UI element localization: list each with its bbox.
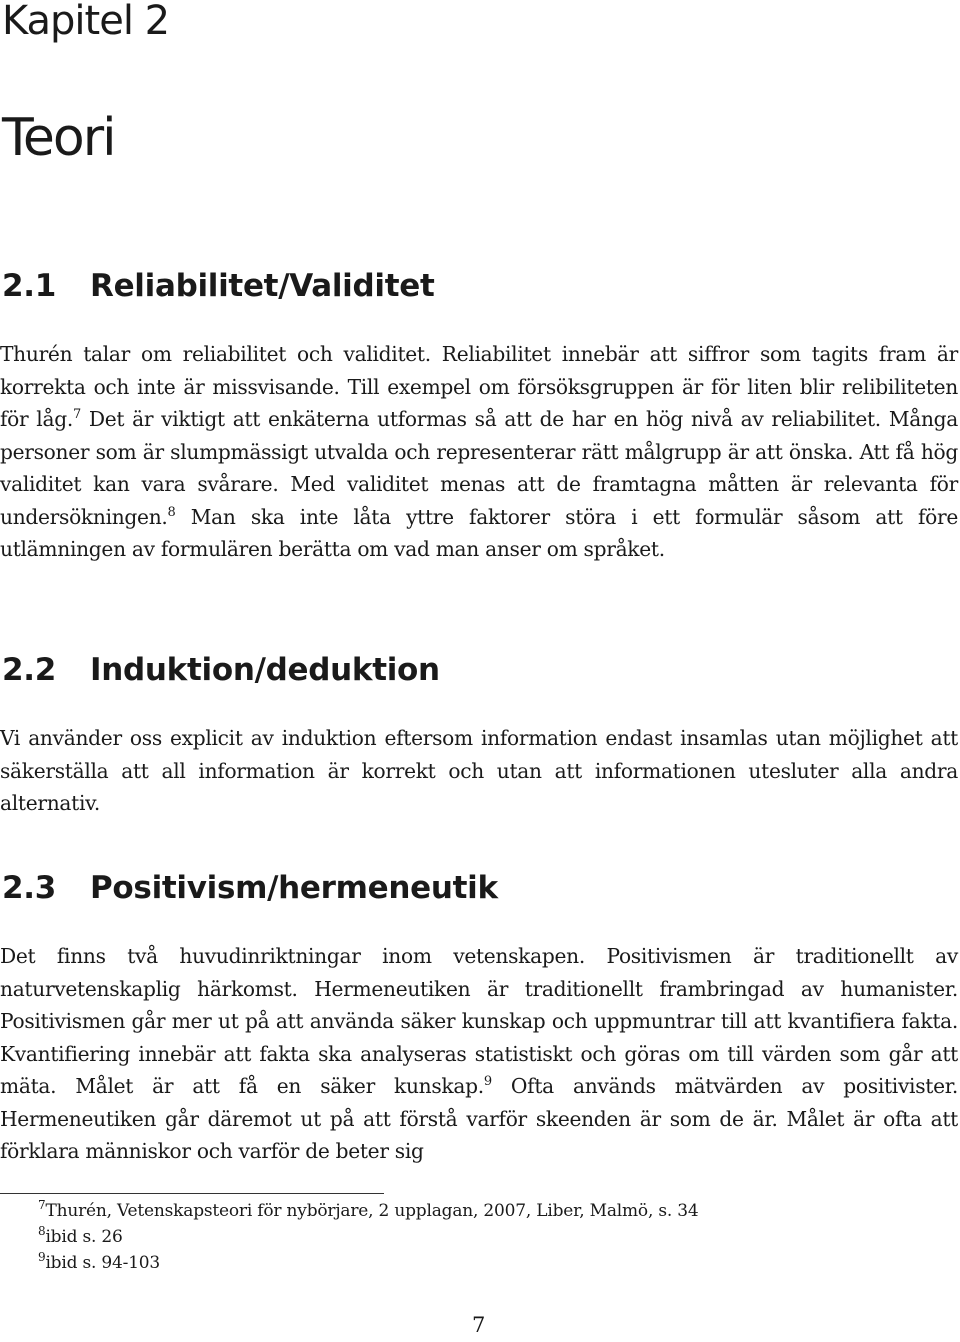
footnote-reference: 8 [167, 504, 176, 520]
section-paragraph-reliabilitet [0, 338, 958, 566]
section-paragraph-induktion [0, 722, 958, 820]
section-title: Reliabilitet/Validitet [90, 268, 435, 304]
paragraph-text: Vi använder oss explicit av induktion eftersom information endast insamlas utan möjlighet att säkerställa att all information är korrekt och utan att informationen utesluter alla andra alternativ. [0, 726, 958, 815]
paragraph-text: Ofta används mätvärden av positivister. Hermeneutiken går däremot ut på att förstå varför skeenden är som de är. Målet är ofta att förklara människor och varför de beter sig [0, 1074, 958, 1163]
paragraph-text: Det är viktigt att enkäterna utformas så att de har en hög nivå av reliabilitet. Många personer som är slumpmässigt utvalda och representerar rätt målgrupp är att önska. Att få hög validitet kan vara svårare. Med validitet menas att de framtagna måtten är relevanta för undersökningen. [0, 407, 959, 529]
chapter-title: Teori [2, 108, 115, 168]
footnote-divider [0, 1193, 384, 1194]
section-heading-induktion [2, 652, 440, 688]
section-title: Induktion/deduktion [90, 652, 440, 688]
paragraph-text: Det finns två huvudinriktningar inom vetenskapen. Positivismen är traditionellt av naturvetenskaplig härkomst. Hermeneutiken är traditionellt frambringad av humanister. Positivismen går mer ut på att använda säker kunskap och uppmuntrar till att kvantifiera fakta. Kvantifiering innebär att fakta ska analyseras statistiskt och göras om till värden som går att mäta. Målet är att få en säker kunskap. [0, 944, 958, 1098]
footnote-8 [38, 1226, 123, 1248]
paragraph-text: Man ska inte låta yttre faktorer störa i ett formulär såsom att före utlämningen av formulären berätta om vad man anser om språket. [0, 504, 958, 561]
footnote-text: ibid s. 94-103 [45, 1253, 161, 1273]
chapter-label: Kapitel 2 [2, 0, 170, 44]
section-title: Positivism/hermeneutik [90, 870, 498, 906]
footnote-text: Thurén, Vetenskapsteori för nybörjare, 2 upplagan, 2007, Liber, Malmö, s. 34 [45, 1201, 699, 1221]
section-heading-positivism [2, 870, 498, 906]
section-number: 2.3 [2, 870, 57, 906]
section-number: 2.2 [2, 652, 57, 688]
footnote-mark: 8 [38, 1224, 46, 1238]
footnote-7 [38, 1200, 699, 1222]
section-heading-reliabilitet [2, 268, 434, 304]
footnote-mark: 7 [38, 1198, 46, 1212]
footnote-9 [38, 1252, 160, 1274]
footnote-mark: 9 [38, 1250, 46, 1264]
footnote-reference: 7 [72, 407, 81, 422]
section-paragraph-positivism [0, 940, 958, 1168]
paragraph-text: Thurén talar om reliabilitet och validitet. Reliabilitet innebär att siffror som tagits fram är korrekta och inte är missvisande. Till exempel om försöksgruppen är för liten blir relibiliteten för låg. [0, 342, 958, 431]
section-number: 2.1 [2, 268, 57, 304]
footnote-text: ibid s. 26 [45, 1227, 123, 1247]
page-number: 7 [472, 1313, 486, 1337]
footnote-reference: 9 [483, 1074, 492, 1089]
